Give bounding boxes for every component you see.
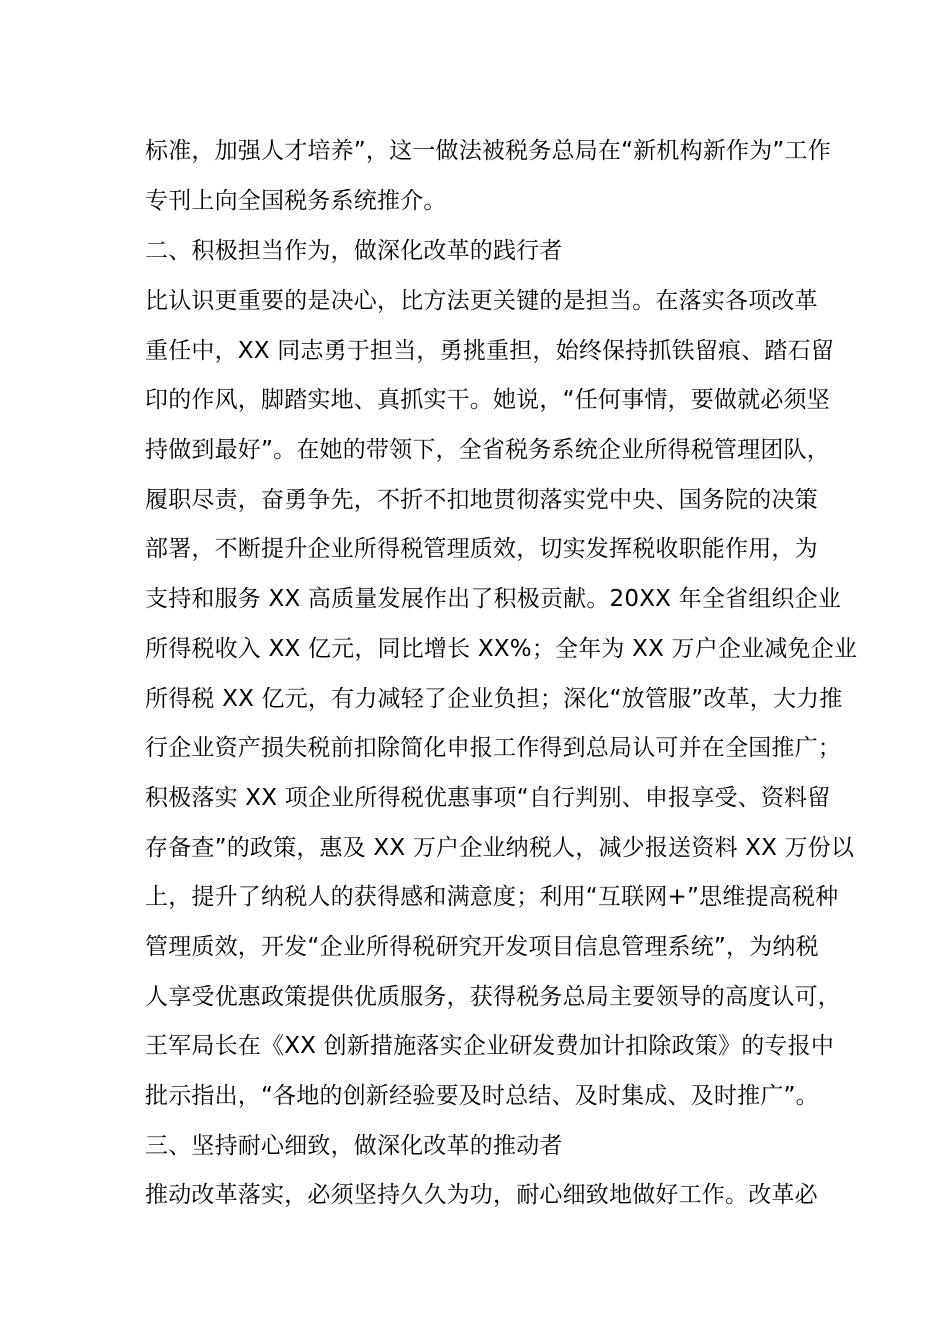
text-line: 管理质效，开发“企业所得税研究开发项目信息管理系统”，为纳税 (145, 934, 819, 960)
text-line: 部署，不断提升企业所得税管理质效，切实发挥税收职能作用，为 (145, 536, 818, 562)
section-heading: 二、积极担当作为，做深化改革的践行者 (145, 238, 563, 264)
text-line: 重任中，XX 同志勇于担当，勇挑重担，始终保持抓铁留痕、踏石留 (145, 338, 835, 364)
text-line: 存备查”的政策，惠及 XX 万户企业纳税人，减少报送资料 XX 万份以 (145, 835, 855, 861)
text-line: 所得税 XX 亿元，有力减轻了企业负担；深化“放管服”改革，大力推 (145, 686, 843, 712)
text-line: 积极落实 XX 项企业所得税优惠事项“自行判别、申报享受、资料留 (145, 785, 831, 811)
text-line: 专刊上向全国税务系统推介。 (145, 188, 447, 214)
text-line: 所得税收入 XX 亿元，同比增长 XX%；全年为 XX 万户企业减免企业 (145, 636, 858, 662)
text-line: 王军局长在《XX 创新措施落实企业研发费加计扣除政策》的专报中 (145, 1033, 835, 1059)
text-line: 标准，加强人才培养”，这一做法被税务总局在“新机构新作为”工作 (145, 138, 831, 164)
text-line: 支持和服务 XX 高质量发展作出了积极贡献。20XX 年全省组织企业 (145, 586, 842, 612)
text-line: 比认识更重要的是决心，比方法更关键的是担当。在落实各项改革 (145, 288, 818, 314)
text-line: 持做到最好”。在她的带领下，全省税务系统企业所得税管理团队， (145, 437, 830, 463)
text-line: 批示指出，“各地的创新经验要及时总结、及时集成、及时推广”。 (145, 1083, 819, 1109)
text-line: 履职尽责，奋勇争先，不折不扣地贯彻落实党中央、国务院的决策 (145, 487, 818, 513)
section-heading: 三、坚持耐心细致，做深化改革的推动者 (145, 1133, 563, 1159)
text-line: 推动改革落实，必须坚持久久为功，耐心细致地做好工作。改革必 (145, 1182, 818, 1208)
text-line: 人享受优惠政策提供优质服务，获得税务总局主要领导的高度认可， (145, 984, 841, 1010)
text-line: 行企业资产损失税前扣除简化申报工作得到总局认可并在全国推广； (145, 735, 841, 761)
text-line: 上，提升了纳税人的获得感和满意度；利用“互联网+”思维提高税种 (145, 884, 839, 910)
text-line: 印的作风，脚踏实地、真抓实干。她说，“任何事情，要做就必须坚 (145, 387, 830, 413)
